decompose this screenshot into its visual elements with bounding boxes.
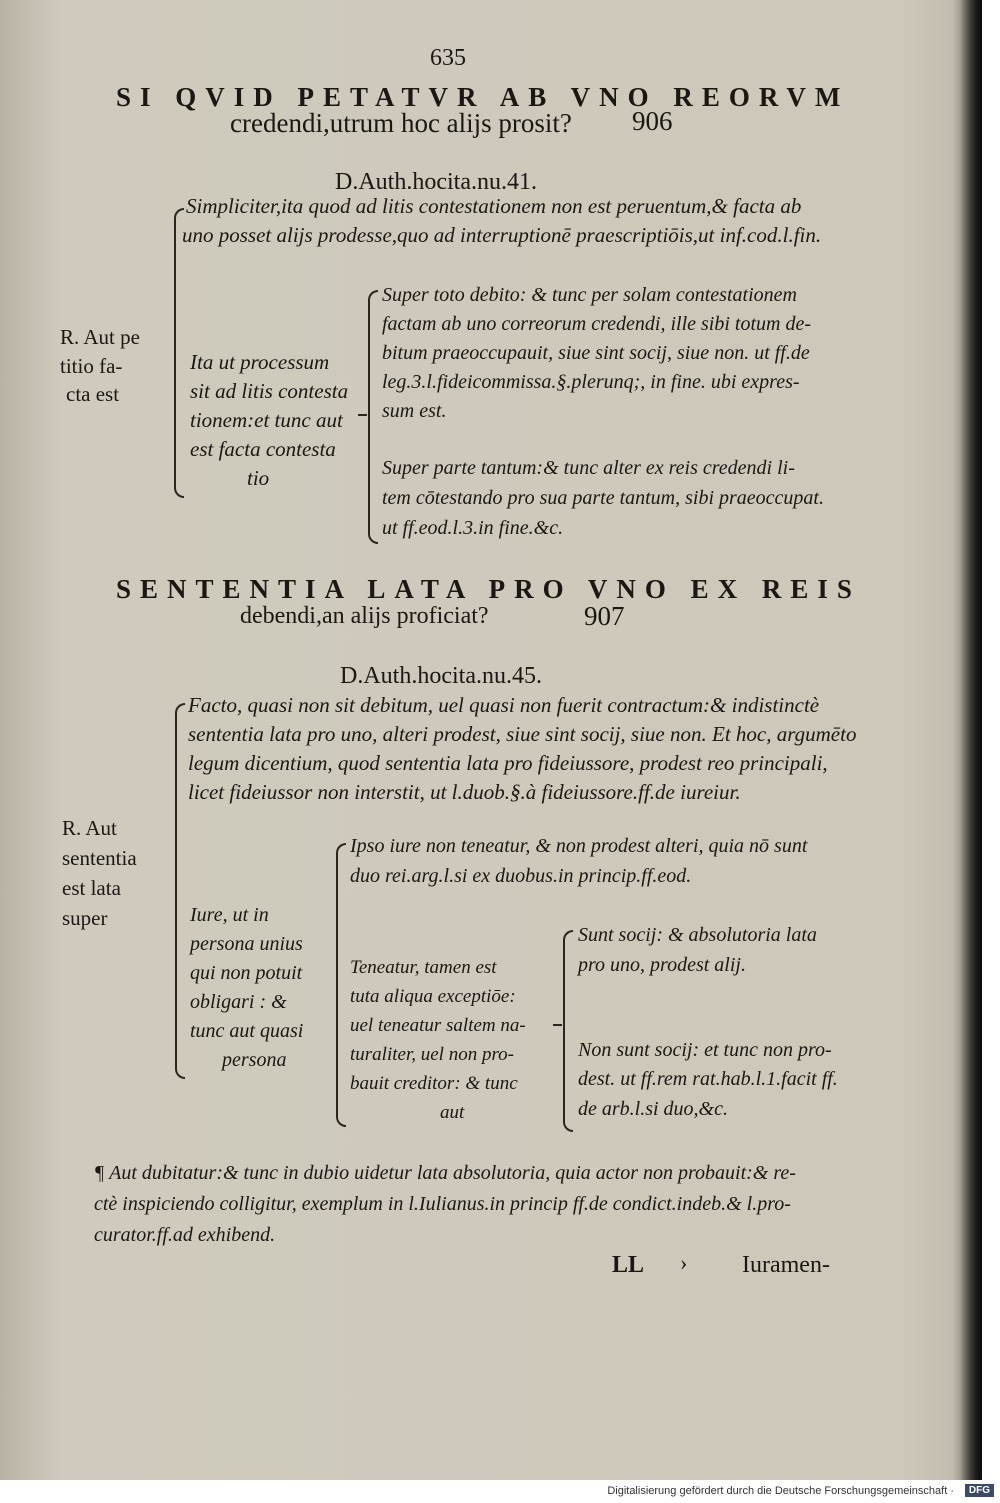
q906-parte-line-3: ut ff.eod.l.3.in fine.&c.	[382, 517, 564, 539]
q906-toto-line-5: sum est.	[382, 400, 447, 422]
q907-left-label-1: R. Aut	[62, 816, 117, 840]
q907-main-brace	[175, 703, 185, 1079]
dfg-logo: DFG	[965, 1484, 994, 1497]
final-paragraph-line-3: curator.ff.ad exhibend.	[94, 1224, 276, 1246]
q907-iure-line-4: obligari : &	[190, 991, 287, 1013]
q907-sub-brace	[336, 843, 346, 1127]
q906-toto-line-2: factam ab uno correorum credendi, ille sibi totum de-	[382, 313, 812, 335]
q907-ipso-line-1: Ipso iure non teneatur, & non prodest alteri, quia nō sunt	[350, 835, 808, 857]
q906-reference: D.Auth.hocita.nu.41.	[335, 169, 537, 195]
q907-reference: D.Auth.hocita.nu.45.	[340, 663, 542, 689]
q907-left-label-4: super	[62, 906, 108, 930]
q906-ita-line-2: sit ad litis contesta	[190, 379, 349, 403]
q907-teneatur-line-6: aut	[440, 1102, 465, 1123]
q907-ipso-line-2: duo rei.arg.l.si ex duobus.in princip.ff.eod.	[350, 865, 692, 887]
q906-number: 906	[632, 106, 673, 136]
q907-nonsocij-line-3: de arb.l.si duo,&c.	[578, 1098, 728, 1120]
q907-facto-line-3: legum dicentium, quod sententia lata pro fideiussore, prodest reo principali,	[188, 751, 828, 775]
q907-teneatur-line-5: bauit creditor: & tunc	[350, 1073, 518, 1094]
q907-nonsocij-line-1: Non sunt socij: et tunc non pro-	[578, 1039, 832, 1061]
q907-iure-line-2: persona unius	[190, 933, 303, 955]
q907-left-label-3: est lata	[62, 876, 121, 900]
q906-toto-line-4: leg.3.l.fideicommissa.§.plerunq;, in fine. ubi expres-	[382, 371, 800, 393]
catchword: Iuramen-	[742, 1252, 830, 1278]
q906-left-label-1: R. Aut pe	[60, 325, 140, 349]
q906-sub-brace-tip	[358, 414, 367, 416]
q907-iure-line-6: persona	[222, 1049, 287, 1071]
q906-ita-line-1: Ita ut processum	[190, 350, 330, 374]
q906-left-label-2: titio fa-	[60, 354, 123, 378]
digitization-footer	[0, 1480, 1000, 1503]
signature-mark: LL	[612, 1252, 645, 1278]
q907-iure-line-3: qui non potuit	[190, 962, 303, 984]
page-gutter-shadow	[952, 0, 982, 1480]
q906-parte-line-2: tem cōtestando pro sua parte tantum, sibi praeoccupat.	[382, 487, 824, 509]
q907-facto-line-2: sententia lata pro uno, alteri prodest, siue sint socij, siue non. Et hoc, argumēto	[188, 722, 857, 746]
q906-simpliciter-line-1: Simpliciter,ita quod ad litis contestationem non est peruentum,& facta ab	[186, 194, 802, 218]
q906-toto-line-3: bitum praeoccupauit, siue sint socij, siue non. ut ff.de	[382, 342, 810, 364]
final-paragraph-line-1: ¶ Aut dubitatur:& tunc in dubio uidetur lata absolutoria, quia actor non probauit:& re-	[94, 1162, 796, 1184]
q907-teneatur-line-1: Teneatur, tamen est	[350, 957, 497, 978]
q907-heading-line2: debendi,an alijs proficiat?	[240, 603, 489, 629]
q907-number: 907	[584, 601, 625, 631]
final-paragraph-line-2: ctè inspiciendo colligitur, exemplum in l.Iulianus.in princip ff.de condict.indeb.& l.pro-	[94, 1193, 791, 1215]
q906-toto-line-1: Super toto debito: & tunc per solam contestationem	[382, 284, 797, 306]
q906-parte-line-1: Super parte tantum:& tunc alter ex reis credendi li-	[382, 457, 795, 479]
q907-socij-brace-tip	[553, 1024, 562, 1026]
q907-teneatur-line-2: tuta aliqua exceptiōe:	[350, 986, 516, 1007]
q906-ita-line-4: est facta contesta	[190, 437, 336, 461]
q907-left-label-2: sententia	[62, 846, 137, 870]
q906-main-brace	[174, 208, 184, 498]
q907-socij-brace	[563, 930, 573, 1132]
q906-ita-line-5: tio	[247, 466, 270, 490]
q907-nonsocij-line-2: dest. ut ff.rem rat.hab.l.1.facit ff.	[578, 1068, 838, 1090]
q907-heading-caps: SENTENTIA LATA PRO VNO EX REIS	[116, 574, 861, 604]
q907-socij-line-2: pro uno, prodest alij.	[578, 954, 746, 976]
q906-heading-caps: SI QVID PETATVR AB VNO REORVM	[116, 82, 850, 112]
q907-socij-line-1: Sunt socij: & absolutoria lata	[578, 924, 817, 946]
q907-teneatur-line-3: uel teneatur saltem na-	[350, 1015, 526, 1036]
page-number: 635	[430, 45, 466, 71]
footer-note: Digitalisierung gefördert durch die Deutsche Forschungsgemeinschaft ·	[607, 1485, 954, 1497]
q906-heading-line2: credendi,utrum hoc alijs prosit?	[230, 108, 572, 138]
q907-teneatur-line-4: turaliter, uel non pro-	[350, 1044, 514, 1065]
q907-facto-line-4: licet fideiussor non interstit, ut l.duob.§.à fideiussore.ff.de iureiur.	[188, 780, 741, 804]
q907-facto-line-1: Facto, quasi non sit debitum, uel quasi non fuerit contractum:& indistinctè	[188, 693, 820, 717]
q906-sub-brace	[368, 290, 378, 544]
q907-iure-line-5: tunc aut quasi	[190, 1020, 304, 1042]
q906-left-label-3: cta est	[66, 382, 120, 406]
q907-iure-line-1: Iure, ut in	[190, 904, 269, 926]
q906-ita-line-3: tionem:et tunc aut	[190, 408, 343, 432]
catchword-dot: ›	[680, 1250, 688, 1275]
q906-simpliciter-line-2: uno posset alijs prodesse,quo ad interruptionē praescriptiōis,ut inf.cod.l.fin.	[182, 223, 822, 247]
